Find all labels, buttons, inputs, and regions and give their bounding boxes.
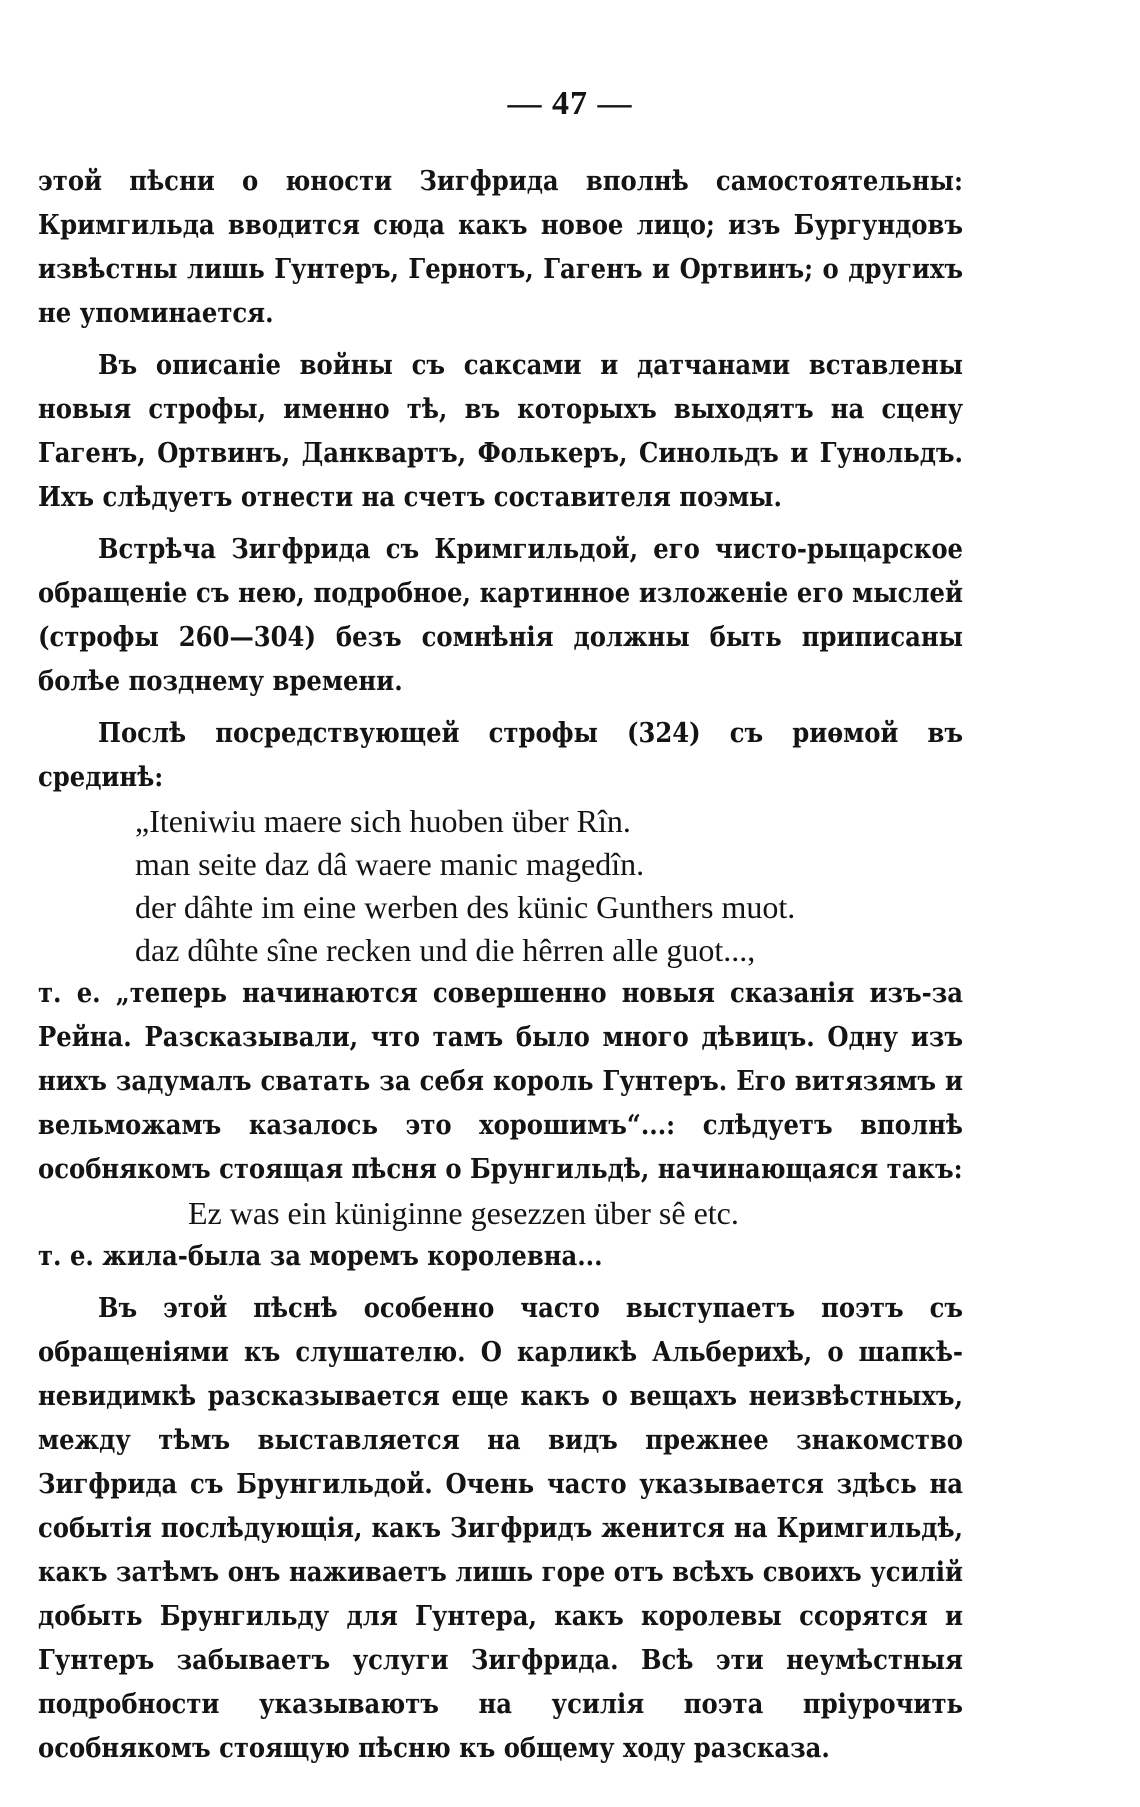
page-number: — 47 — (507, 85, 633, 122)
verse-line: der dâhte im eine werben des künic Gunthers muot. (135, 889, 796, 925)
page-body (38, 160, 963, 1771)
paragraph-continuation: этой пѣсни о юности Зигфрида вполнѣ самостоятельны: Кримгильда вводится сюда какъ новое лицо; изъ Бургундовъ извѣстны лишь Гунтеръ, Гернотъ, Гагенъ и Ортвинъ; о другихъ не упоминается. (38, 166, 963, 329)
verse-line: man seite daz dâ waere manic magedîn. (135, 846, 645, 882)
paragraph-strophe-intro: Послѣ посредствующей строфы (324) съ риѳмой въ срединѣ: (38, 718, 963, 793)
verse-line-brunhild: Ez was ein küniginne gesezzen über sê etc. (188, 1195, 739, 1231)
verse-line: „Iteniwiu maere sich huoben über Rîn. (135, 803, 631, 839)
translation-paragraph: т. е. „теперь начинаются совершенно новыя сказанія изъ-за Рейна. Разсказывали, что тамъ было много дѣвицъ. Одну изъ нихъ задумалъ сватать за себя король Гунтеръ. Его витязямъ и вельможамъ казалось это хорошимъ“...: слѣдуетъ вполнѣ особнякомъ стоящая пѣсня о Брунгильдѣ, начинающаяся такъ: (38, 978, 963, 1185)
translation-short: т. е. жила-была за моремъ королевна... (38, 1241, 603, 1272)
paragraph-war-description: Въ описаніе войны съ саксами и датчанами вставлены новыя строфы, именно тѣ, въ которыхъ выходятъ на сцену Гагенъ, Ортвинъ, Данквартъ, Фолькеръ, Синольдъ и Гунольдъ. Ихъ слѣдуетъ отнести на счетъ составителя поэмы. (38, 350, 963, 513)
paragraph-meeting: Встрѣча Зигфрида съ Кримгильдой, его чисто-рыцарское обращеніе съ нею, подробное, картинное изложеніе его мыслей (строфы 260—304) безъ сомнѣнія должны быть приписаны болѣе позднему времени. (38, 534, 963, 697)
verse-line: daz dûhte sîne recken und die hêrren alle guot..., (135, 932, 756, 968)
paragraph-final: Въ этой пѣснѣ особенно часто выступаетъ поэтъ съ обращеніями къ слушателю. О карликѣ Альберихѣ, о шапкѣ-невидимкѣ разсказывается еще какъ о вещахъ неизвѣстныхъ, между тѣмъ выставляется на видъ прежнее знакомство Зигфрида съ Брунгильдой. Очень часто указывается здѣсь на событія послѣдующія, какъ Зигфридъ женится на Кримгильдѣ, какъ затѣмъ онъ наживаетъ лишь горе отъ всѣхъ своихъ усилій добыть Брунгильду для Гунтера, какъ королевы ссорятся и Гунтеръ забываетъ услуги Зигфрида. Всѣ эти неумѣстныя подробности указываютъ на усилія поэта пріурочить особнякомъ стоящую пѣсню къ общему ходу разсказа. (38, 1293, 963, 1764)
